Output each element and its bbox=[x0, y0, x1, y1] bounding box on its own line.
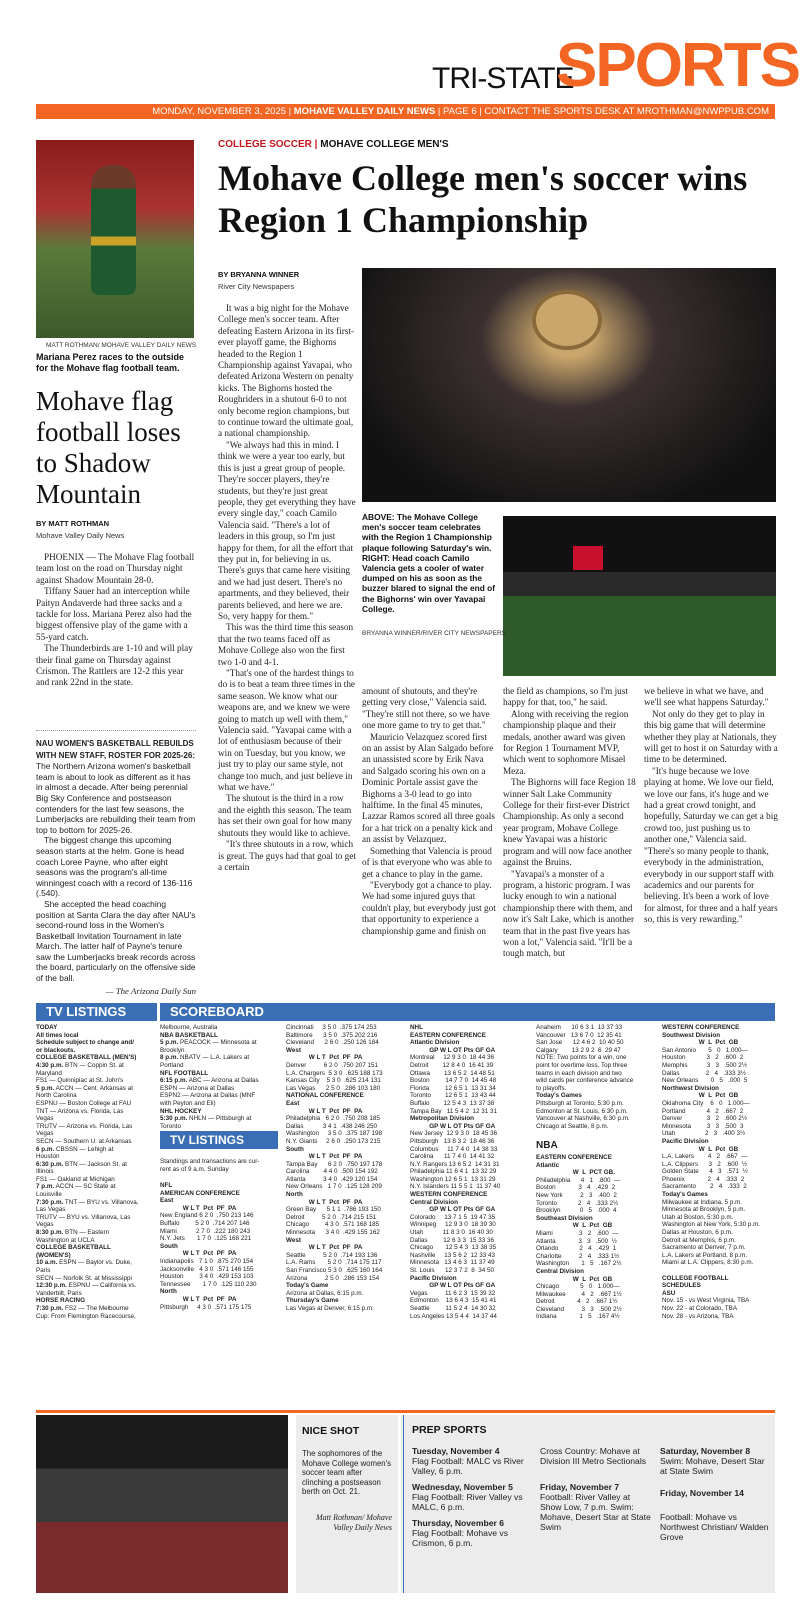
prep-item bbox=[412, 1446, 530, 1476]
prep-day: Tuesday, November 4 bbox=[412, 1446, 500, 1456]
main-para: amount of shutouts, and they're getting very close," Valencia said. "They're still not there, so we have one more game to try to get that." bbox=[362, 686, 490, 731]
main-para: "We always had this in mind. I think we were a year too early, but this is just a great group of people. They're soccer players, they're students, but they're just great people, they get everything they have every single day," coach Camilo Valencia said. "There's a lot of leaders in this group, so I'm just happy for them, for all the effort that they put in, for believing in us. There's guys that came here visiting and we had just desert. There's no apartments, and they believed, their parents believed, and here we are. So, very happy for them." bbox=[218, 439, 356, 621]
main-para: the field as champions, so I'm just happy for that, too," he said. bbox=[503, 686, 628, 708]
main-para: It was a big night for the Mohave College men's soccer team. After defeating Eastern Arizona in its first-ever playoff game, the Bighorns headed to the Region 1 Championship against Yavapai, who defeated Arizona Western on penalty kicks. The Bighorns hosted the Roughriders in a shutout 6-0 to not only become region champions, but to continue toward the ultimate goal, a national championship. bbox=[218, 303, 354, 439]
prep-text: Flag Football: Mohave vs Crismon, 6 p.m. bbox=[412, 1528, 509, 1548]
cooler-dump-photo bbox=[503, 516, 776, 676]
main-para: This was the third time this season that the two teams faced off as Mohave College also won the first two 1-0 and 4-1. bbox=[218, 622, 354, 667]
nau-p2: The biggest change this upcoming season starts at the helm. Gone is head coach Loree Payne, who after eight seasons was the program's all-time winningest coach with a record of 136-116 (.540). bbox=[36, 835, 193, 899]
tv-listings-col-2: Melbourne, Australia NBA BASKETBALL 5 p.m. PEACOCK — Minnesota at Brooklyn 8 p.m. NBATV — L.A. Lakers at Portland NFL FOOTBALL 6:15 p.m. ABC — Arizona at Dallas ESPN — Arizona at Dallas ESPN2 — Arizona at Dallas (MNF with Peyton and Eli) NHL HOCKEY 5:30 p.m. NHLN — Pittsburgh at Toronto bbox=[160, 1024, 259, 1130]
main-para: "Everybody got a chance to play. We had some injured guys that couldn't play, but everybody just got that opportunity to experience a championship game and finish on bbox=[362, 879, 496, 936]
flag-photo-caption: Mariana Perez races to the outside for the Mohave flag football team. bbox=[36, 352, 185, 373]
main-para: "It's three shutouts in a row, which is great. The guys had that goal to get a certain bbox=[218, 839, 356, 872]
prep-item bbox=[540, 1446, 652, 1466]
prep-item bbox=[540, 1482, 652, 1532]
main-para: Not only do they get to play in this big game that will determine whether they play at Nationals, they will get to host it on Saturday with a time to be determined. bbox=[644, 708, 778, 765]
flag-photo-credit: MATT ROTHMAN/ MOHAVE VALLEY DAILY NEWS bbox=[46, 342, 197, 349]
nau-source: — The Arizona Daily Sun bbox=[105, 985, 196, 996]
flag-byline: BY MATT ROTHMAN bbox=[36, 519, 110, 528]
main-para: "That's one of the hardest things to do is to beat a team three times in the same season. We know what our weapons are, and we knew we were going to match up well with them," Valencia said. "Yavapai came with a lot of enthusiasm because of their win on Tuesday, but you know, we just try to play our same style, not change too much, and just believe in what we have." bbox=[218, 668, 356, 793]
nau-brief bbox=[36, 738, 196, 996]
flag-headline: Mohave flag football loses to Shadow Mountain bbox=[36, 386, 181, 509]
prep-text: Cross Country: Mohave at Division III Metro Sectionals bbox=[540, 1446, 647, 1466]
main-para: The Bighorns will face Region 18 winner Salt Lake Community College for their first-ever District Championship. As only a second year program, Mohave College knew Yavapai was a historic program and will now face another against the Bruins. bbox=[503, 777, 636, 868]
bottom-rule bbox=[36, 1410, 775, 1413]
prep-text: Flag Football: MALC vs River Valley, 6 p.m. bbox=[412, 1456, 524, 1476]
nice-shot-credit: Matt Rothman/ Mohave Valley Daily News bbox=[316, 1512, 392, 1532]
celebration-photo bbox=[362, 268, 776, 502]
main-para: "Yavapai's a monster of a program, a historic program. I was lucky enough to win a national championship there with them, and now it's Salt Lake, which is another team that in the past five years has won a lot," Valencia said. "It'll be a tough match, but bbox=[503, 868, 635, 959]
prep-day: Wednesday, November 5 bbox=[412, 1482, 513, 1492]
main-byline: BY BRYANNA WINNER bbox=[218, 270, 300, 279]
prep-item bbox=[660, 1512, 772, 1542]
nau-p3: She accepted the head coaching position at Santa Clara the day after NAU's second-round loss in the Women's Basketball Invitation Tournament in late March. The latter half of Payne's tenure saw the Lumberjacks break records across the board, particularly on the offensive side of the ball. bbox=[36, 898, 196, 984]
top-info-bar bbox=[36, 104, 775, 119]
cooler-shape bbox=[573, 546, 603, 570]
main-para: The shutout is the third in a row and the eighth this season. The team has set their own goal for how many shutouts they would like to achieve. bbox=[218, 793, 352, 838]
prep-item bbox=[660, 1488, 772, 1498]
prep-text: Football: River Valley at Show Low, 7 p.m. Swim: Mohave, Desert Star at State Swim bbox=[540, 1492, 651, 1532]
nfl-standings-1: NFL AMERICAN CONFERENCE East W L T Pct PF PA New England 6 2 0 .750 213 146 Buffalo 5 2 0 .714 207 146 Miami 2 7 0 .222 180 243 N.Y. Jets 1 7 0 .125 168 221 South W L T Pct PF PA Indianapolis 7 1 0 .875 270 154 Jacksonville 4 3 0 .571 146 155 Houston 3 4 0 .429 153 103 Tennessee 1 7 0 .125 110 230 North W L T Pct PF PA Pittsburgh 4 3 0 .571 175 175 bbox=[160, 1182, 257, 1311]
main-para: Something that Valencia is proud of is that everyone who was able to get a chance to play in the game. bbox=[362, 845, 492, 879]
main-col-4 bbox=[644, 686, 778, 926]
main-photo-credit: BRYANNA WINNER/RIVER CITY NEWSPAPERS bbox=[362, 630, 506, 637]
flag-body bbox=[36, 552, 196, 689]
tv-listings-header: TV LISTINGS bbox=[36, 1003, 157, 1021]
main-byline-sub: River City Newspapers bbox=[218, 282, 295, 291]
nau-lead: NAU WOMEN'S BASKETBALL REBUILDS WITH NEW STAFF, ROSTER FOR 2025-26: bbox=[36, 739, 195, 760]
main-col-2 bbox=[362, 686, 496, 937]
nba-east-standings: EASTERN CONFERENCE Atlantic W L PCT GB. Philadelphia 4 1 .800 — Boston 3 4 .429 2 New York 2 3 .400 2 Toronto 2 4 .333 2½ Brooklyn 0 5 .000 4 Southeast Division W L Pct GB Miami 3 2 .600 — Atlanta 3 3 .500 ½ Orlando 2 4 .429 1 Charlotte 2 4 .333 1½ Washington 1 5 .167 2½ Central Division W L Pct GB Chicago 5 0 1.000— Milwaukee 4 2 .667 1½ Detroit 4 2 .667 1½ Cleveland 3 3 .500 2½ Indiana 1 5 .167 4½ bbox=[536, 1154, 622, 1321]
prep-day: Friday, November 14 bbox=[660, 1488, 744, 1498]
nhl-standings-1: NHL EASTERN CONFERENCE Atlantic Division GP W L OT Pts GF GA Montreal 12 9 3 0 18 44 36 Detroit 12 8 4 0 16 41 39 Ottawa 13 6 5 2 14 48 51 Boston 14 7 7 0 14 45 48 Florida 12 6 5 1 13 31 34 Toronto 12 6 5 1 13 43 44 Buffalo 12 5 4 3 13 37 38 Tampa Bay 11 5 4 2 12 31 31 Metropolitan Division GP W L OT Pts GF GA New Jersey 12 9 3 0 18 45 36 Pittsburgh 13 8 3 2 18 46 36 Columbus 11 7 4 0 14 38 33 Carolina 11 7 4 0 14 41 32 N.Y. Rangers 13 6 5 2 14 31 31 Philadelphia 11 6 4 1 13 32 29 Washington 12 6 5 1 13 31 29 N.Y. Islanders 11 5 5 1 11 37 40 WESTERN CONFERENCE Central Division GP W L OT Pts GF GA Colorado 13 7 1 5 19 47 35 Winnipeg 12 9 3 0 18 39 30 Utah 11 8 3 0 16 40 30 Dallas 12 6 3 3 15 33 36 Chicago 12 5 4 3 13 38 35 Nashville 13 5 6 2 12 33 43 Minnesota 13 4 6 3 11 37 49 St. Louis 12 3 7 2 8 34 50 Pacific Division GP W L OT Pts GF GA Vegas 11 6 2 3 15 39 32 Edmonton 13 6 4 3 15 41 41 Seattle 11 5 2 4 14 30 32 Los Angeles 13 5 4 4 14 37 44 bbox=[410, 1024, 501, 1320]
flag-para: PHOENIX — The Mohave Flag football team lost on the road on Thursday night against Shadow Mountain 28-0. bbox=[36, 552, 195, 585]
flag-byline-sub: Mohave Valley Daily News bbox=[36, 531, 125, 540]
tv-listings-col-1: TODAY All times local Schedule subject to change and/ or blackouts. COLLEGE BASKETBALL (MEN'S) 4:30 p.m. BTN — Coppin St. at Maryland FS1 — Quinnipiac at St. John's 5 p.m. ACCN — Cent. Arkansas at North Carolina ESPNU — Boston College at FAU TNT — Arizona vs. Florida, Las Vegas TRUTV — Arizona vs. Florida, Las Vegas SECN — Southern U. at Arkansas 6 p.m. CBSSN — Lehigh at Houston 6:30 p.m. BTN — Jackson St. at Illinois FS1 — Oakland at Michigan 7 p.m. ACCN — SC State at Louisville 7:30 p.m. TNT — BYU vs. Villanova, Las Vegas TRUTV — BYU vs. Villanova, Las Vegas 8:30 p.m. BTN — Eastern Washington at UCLA COLLEGE BASKETBALL (WOMEN'S) 10 a.m. ESPN — Baylor vs. Duke, Paris SECN — Norfolk St. at Mississippi 12:30 p.m. ESPNU — California vs. Vanderbilt, Paris HORSE RACING 7:30 p.m. FS2 — The Melbourne Cup: From Flemington Racecourse, bbox=[36, 1024, 139, 1320]
standings-note: Standings and transactions are cur- rent as of 9 a.m. Sunday bbox=[160, 1158, 260, 1173]
main-kicker bbox=[218, 139, 449, 150]
nba-west-standings: WESTERN CONFERENCE Southwest Division W L Pct GB San Antonio 5 0 1.000— Houston 3 2 .600 2 Memphis 3 3 .500 2½ Dallas 2 4 .333 3½ New Orleans 0 5 .000 5 Northwest Division W L Pct GB Oklahoma City 6 0 1.000— Portland 4 2 .667 2 Denver 3 2 .600 2½ Minnesota 3 3 .500 3 Utah 2 3 .400 3½ Pacific Division W L Pct GB L.A. Lakers 4 2 .667 — L.A. Clippers 3 2 .600 ½ Golden State 4 3 .571 ½ Phoenix 2 4 .333 2 Sacramento 2 4 .333 2 Today's Games Milwaukee at Indiana, 5 p.m. Minnesota at Brooklyn, 5 p.m. Utah at Boston, 5:30 p.m. Washington at New York, 5:30 p.m. Dallas at Houston, 6 p.m. Detroit at Memphis, 6 p.m. Sacramento at Denver, 7 p.m. L.A. Lakers at Portland, 8 p.m. Miami at L.A. Clippers, 8:30 p.m. COLLEGE FOOTBALL SCHEDULES ASU Nov. 15 - vs West Virginia, TBA Nov. 22 - at Colorado, TBA Nov. 28 - vs Arizona, TBA bbox=[662, 1024, 761, 1320]
prep-sports-title: PREP SPORTS bbox=[412, 1424, 487, 1436]
masthead-tri-state: TRI-STATE bbox=[432, 62, 574, 95]
nfl-standings-2: Cincinnati 3 5 0 .375 174 253 Baltimore 3 5 0 .375 202 216 Cleveland 2 6 0 .250 126 184 West W L T Pct PF PA Denver 6 2 0 .750 207 151 L.A. Chargers 5 3 0 .625 188 173 Kansas City 5 3 0 .625 214 131 Las Vegas 2 5 0 .286 103 180 NATIONAL CONFERENCE East W L T Pct PF PA Philadelphia 6 2 0 .750 208 185 Dallas 3 4 1 .438 246 250 Washington 3 5 0 .375 187 198 N.Y. Giants 2 6 0 .250 173 215 South W L T Pct PF PA Tampa Bay 6 2 0 .750 197 178 Carolina 4 4 0 .500 154 192 Atlanta 3 4 0 .429 120 154 New Orleans 1 7 0 .125 128 209 North W L T Pct PF PA Green Bay 5 1 1 .786 193 150 Detroit 5 2 0 .714 215 151 Chicago 4 3 0 .571 168 185 Minnesota 3 4 0 .429 155 162 West W L T Pct PF PA Seattle 5 2 0 .714 193 136 L.A. Rams 5 2 0 .714 175 117 San Francisco 5 3 0 .625 160 164 Arizona 2 5 0 .286 153 154 Today's Game Arizona at Dallas, 6:15 p.m. Thursday's Game Las Vegas at Denver, 6:15 p.m. bbox=[286, 1024, 383, 1312]
prep-day: Friday, November 7 bbox=[540, 1482, 620, 1492]
kicker-red: COLLEGE SOCCER | bbox=[218, 139, 318, 150]
player-figure bbox=[91, 165, 136, 295]
nice-shot-box bbox=[296, 1415, 398, 1593]
prep-item bbox=[412, 1518, 530, 1548]
prep-day: Saturday, November 8 bbox=[660, 1446, 751, 1456]
bar-contact: | PAGE 6 | CONTACT THE SPORTS DESK AT MROTHMAN@NWPPUB.COM bbox=[437, 106, 769, 117]
masthead-sports: SPORTS bbox=[556, 31, 799, 100]
tv-listings-header-2: TV LISTINGS bbox=[160, 1131, 278, 1149]
bar-paper: MOHAVE VALLEY DAILY NEWS bbox=[293, 106, 436, 117]
main-headline: Mohave College men's soccer wins Region 1 Championship bbox=[218, 158, 748, 240]
flag-football-photo bbox=[36, 140, 194, 338]
prep-text: Football: Mohave vs Northwest Christian/ Walden Grove bbox=[660, 1512, 769, 1542]
flag-para: The Thunderbirds are 1-10 and will play their final game on Thursday against Crismon. The Rattlers are 12-2 this year and rank 22nd in the state. bbox=[36, 643, 193, 688]
prep-item bbox=[660, 1446, 772, 1476]
bar-date: MONDAY, NOVEMBER 3, 2025 | bbox=[152, 106, 292, 117]
nhl-standings-2: Anaheim 10 6 3 1 13 37 33 Vancouver 13 6 7 0 12 35 41 San Jose 12 4 6 2 10 40 50 Calgary 13 2 9 2 6 29 47 NOTE: Two points for a win, one point for overtime loss. Top three teams in each division and two wild cards per conference advance to playoffs. Today's Games Pittsburgh at Toronto, 5:30 p.m. Edmonton at St. Louis, 6:30 p.m. Vancouver at Nashville, 6:30 p.m. Chicago at Seattle, 8 p.m. bbox=[536, 1024, 634, 1130]
main-photo-caption: ABOVE: The Mohave College men's soccer team celebrates with the Region 1 Championship plaque following Saturday's win. RIGHT: Head coach Camilo Valencia gets a cooler of water dumped on his as soon as the buzzer blared to signal the end of the Bighorns' win over Yavapai College. bbox=[362, 512, 496, 614]
prep-text: Swim: Mohave, Desert Star at State Swim bbox=[660, 1456, 765, 1476]
nice-shot-title: NICE SHOT bbox=[302, 1425, 360, 1437]
divider bbox=[36, 730, 196, 731]
prep-divider bbox=[403, 1415, 404, 1593]
nba-label: NBA bbox=[536, 1140, 558, 1151]
nice-shot-text: The sophomores of the Mohave College women's soccer team after clinching a postseason berth on Oct. 21. bbox=[302, 1449, 392, 1497]
plaque-shape bbox=[532, 290, 602, 350]
nau-p1: The Northern Arizona women's basketball team is about to look as different as it has in almost a decade. After being perennial Big Sky Conference and postseason contenders for the last few seasons, the Lumberjacks are rebuilding their team from top to bottom for 2025-26. bbox=[36, 761, 196, 835]
flag-para: Tiffany Sauer had an interception while Paityn Andaverde had three sacks and a tackle for loss. Mariana Perez also had the biggest offensive play of the game with a 55-yard catch. bbox=[36, 586, 192, 642]
main-para: "It's huge because we love playing at home. We love our field, we love our fans, it's huge and we had a great crowd tonight, and hopefully, Saturday we can get a big crowd too, just pushing us to another one," Valencia said. "There's so many people to thank, everybody in the administration, everybody in our support staff with academics and our parents for believing. It's been a work of love for almost, for three and a half years so, this is very rewarding." bbox=[644, 765, 778, 925]
prep-day: Thursday, November 6 bbox=[412, 1518, 505, 1528]
womens-soccer-photo bbox=[36, 1415, 288, 1593]
main-col-1 bbox=[218, 303, 356, 873]
kicker-text: MOHAVE COLLEGE MEN'S bbox=[320, 139, 449, 150]
prep-text: Flag Football: River Valley vs MALC, 6 p.m. bbox=[412, 1492, 523, 1512]
prep-item bbox=[412, 1482, 530, 1512]
main-para: we believe in what we have, and we'll see what happens Saturday." bbox=[644, 686, 769, 708]
main-col-3 bbox=[503, 686, 637, 960]
main-para: Mauricio Velazquez scored first on an assist by Alan Salgado before an unassisted score by Erik Nava and Salgado scoring his own on a Dominic Portale assist gave the Bighorns a 3-0 lead to go into halftime. In the final 45 minutes, Lazzar Ramos scored all three goals for a hat trick on a penalty kick and an assist by Velazquez. bbox=[362, 731, 495, 845]
scoreboard-header: SCOREBOARD bbox=[160, 1003, 775, 1021]
main-para: Along with receiving the region championship plaque and their medals, another award was given for Region 1 Tournament MVP, which went to sophomore Misael Meza. bbox=[503, 708, 629, 776]
